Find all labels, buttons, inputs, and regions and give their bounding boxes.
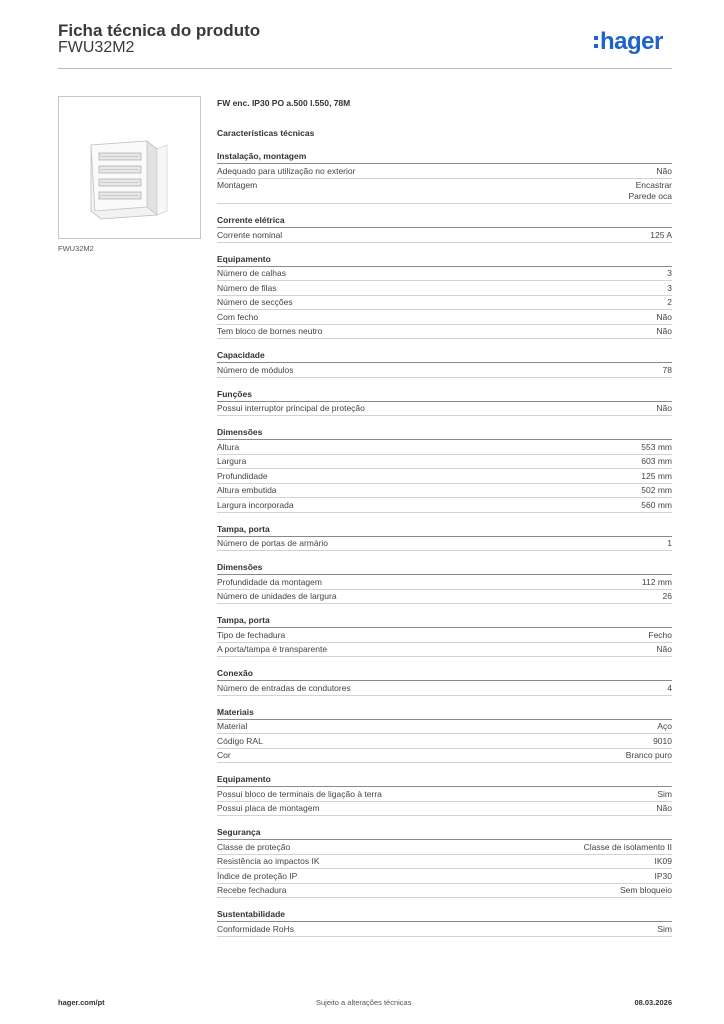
- section-title: Tampa, porta: [217, 523, 672, 537]
- spec-value: [626, 750, 672, 761]
- spec-section: [217, 349, 672, 378]
- footer-notice: Sujeito a alterações técnicas: [316, 998, 412, 1007]
- spec-value: [641, 485, 672, 496]
- spec-value: [641, 456, 672, 467]
- section-title: Segurança: [217, 826, 672, 840]
- section-title: Conexão: [217, 667, 672, 681]
- spec-value-line: Não: [656, 311, 672, 322]
- spec-row: [217, 681, 672, 696]
- spec-row: [217, 363, 672, 378]
- spec-value: [656, 803, 672, 814]
- spec-section: [217, 667, 672, 696]
- product-name: FW enc. IP30 PO a.500 l.550, 78M: [217, 98, 351, 108]
- spec-value: [667, 268, 672, 279]
- spec-value-line: Não: [656, 326, 672, 336]
- product-reference: FWU32M2: [58, 39, 135, 56]
- spec-label: A porta/tampa é transparente: [217, 644, 328, 654]
- spec-row: [217, 643, 672, 658]
- section-title: Instalação, montagem: [217, 150, 672, 164]
- spec-value: [584, 842, 672, 853]
- spec-label: Altura: [217, 441, 240, 452]
- spec-section: [217, 426, 672, 513]
- spec-value-line: Sim: [657, 923, 672, 934]
- spec-row: [217, 922, 672, 937]
- spec-label: Tipo de fechadura: [217, 629, 286, 640]
- spec-label: Altura embutida: [217, 485, 277, 495]
- spec-label: Profundidade: [217, 470, 268, 481]
- logo-text: hager: [600, 28, 663, 55]
- spec-row: [217, 802, 672, 817]
- spec-label: Adequado para utilização no exterior: [217, 165, 356, 176]
- document-title: Ficha técnica do produto: [58, 21, 261, 40]
- spec-label: Cor: [217, 750, 231, 760]
- spec-label: Número de entradas de condutores: [217, 682, 351, 693]
- hager-logo: [594, 28, 663, 56]
- spec-row: [217, 869, 672, 884]
- spec-label: Largura incorporada: [217, 499, 294, 510]
- spec-value-line: 125 A: [650, 229, 672, 240]
- spec-label: Número de secções: [217, 297, 293, 307]
- spec-label: Conformidade RoHs: [217, 923, 295, 934]
- spec-row: [217, 267, 672, 282]
- spec-value: [656, 326, 672, 337]
- spec-value: [667, 683, 672, 694]
- spec-value: [655, 871, 673, 882]
- spec-value-line: Não: [656, 803, 672, 813]
- spec-value: [667, 283, 672, 294]
- spec-section: [217, 773, 672, 816]
- spec-row: [217, 590, 672, 605]
- spec-value: [667, 297, 672, 308]
- spec-value-line: IK09: [654, 856, 672, 866]
- spec-row: [217, 440, 672, 455]
- spec-label: Possui interruptor principal de proteção: [217, 403, 365, 413]
- spec-section: [217, 561, 672, 604]
- spec-value: [641, 471, 672, 482]
- spec-value: [648, 630, 672, 641]
- section-title: Equipamento: [217, 253, 672, 267]
- spec-value: [667, 538, 672, 549]
- spec-value-line: 553 mm: [641, 441, 672, 452]
- spec-row: [217, 855, 672, 870]
- spec-value-line: 2: [667, 297, 672, 307]
- spec-row: [217, 787, 672, 802]
- spec-row: [217, 734, 672, 749]
- spec-row: [217, 575, 672, 590]
- spec-value-line: 78: [662, 364, 672, 375]
- spec-value: [657, 721, 672, 732]
- spec-value: [653, 736, 672, 747]
- spec-label: Número de portas de armário: [217, 538, 329, 548]
- spec-section: [217, 614, 672, 657]
- logo-colon-icon: [594, 36, 598, 48]
- spec-row: [217, 296, 672, 311]
- spec-section: [217, 253, 672, 340]
- section-title: Funções: [217, 388, 672, 402]
- spec-value-line: Parede oca: [628, 191, 672, 201]
- spec-value: [629, 180, 672, 202]
- spec-value: [641, 442, 672, 453]
- spec-label: Classe de proteção: [217, 841, 291, 852]
- footer-date: 08.03.2026: [634, 998, 672, 1007]
- spec-value-line: IP30: [654, 870, 672, 881]
- spec-value-line: Classe de isolamento II: [583, 841, 672, 852]
- spec-section: [217, 388, 672, 417]
- spec-value: [663, 591, 672, 602]
- spec-label: Possui bloco de terminais de ligação à terra: [217, 788, 382, 799]
- spec-label: Código RAL: [217, 735, 263, 746]
- spec-value-line: 1: [667, 538, 672, 548]
- spec-label: Número de módulos: [217, 364, 294, 375]
- spec-value: [656, 312, 672, 323]
- spec-section: [217, 826, 672, 898]
- spec-row: [217, 469, 672, 484]
- spec-row: [217, 402, 672, 417]
- spec-value-line: 3: [667, 282, 672, 293]
- spec-label: Largura: [217, 456, 247, 466]
- spec-value-line: Aço: [657, 721, 672, 731]
- spec-value-line: 4: [667, 682, 672, 693]
- section-title: Equipamento: [217, 773, 672, 787]
- spec-label: Número de unidades de largura: [217, 591, 337, 601]
- spec-value-line: Não: [656, 165, 672, 176]
- spec-row: [217, 628, 672, 643]
- spec-value-line: Não: [656, 403, 672, 413]
- spec-value: [657, 789, 672, 800]
- section-title: Sustentabilidade: [217, 908, 672, 922]
- spec-row: [217, 484, 672, 499]
- footer-website: hager.com/pt: [58, 998, 105, 1007]
- spec-value: [642, 577, 672, 588]
- section-title: Dimensões: [217, 426, 672, 440]
- spec-value: [657, 924, 672, 935]
- spec-value: [656, 166, 672, 177]
- spec-row: [217, 179, 672, 205]
- cabinet-image: [59, 97, 200, 238]
- spec-label: Material: [217, 721, 248, 731]
- spec-label: Corrente nominal: [217, 229, 283, 240]
- spec-label: Com fecho: [217, 311, 259, 322]
- spec-value-line: 26: [662, 591, 672, 601]
- spec-label: Tem bloco de bornes neutro: [217, 326, 323, 336]
- spec-row: [217, 537, 672, 552]
- spec-value: [663, 365, 672, 376]
- section-title: Corrente elétrica: [217, 214, 672, 228]
- spec-row: [217, 455, 672, 470]
- spec-value-line: Sem bloqueio: [620, 885, 672, 895]
- spec-value-line: 125 mm: [641, 470, 672, 481]
- spec-label: Número de calhas: [217, 268, 286, 278]
- spec-row: [217, 310, 672, 325]
- spec-value-line: 3: [667, 268, 672, 278]
- spec-row: [217, 884, 672, 899]
- header-divider: [58, 68, 672, 69]
- characteristics-list: [217, 150, 672, 937]
- spec-section: [217, 150, 672, 204]
- spec-row: [217, 228, 672, 243]
- spec-value: [655, 856, 673, 867]
- spec-value-line: Encastrar: [635, 180, 672, 190]
- spec-label: Número de filas: [217, 282, 277, 293]
- spec-label: Possui placa de montagem: [217, 803, 320, 813]
- spec-value-line: 560 mm: [641, 499, 672, 510]
- characteristics-title: Características técnicas: [217, 128, 315, 138]
- spec-row: [217, 164, 672, 179]
- product-image-caption: FWU32M2: [58, 244, 94, 253]
- spec-section: [217, 214, 672, 243]
- section-title: Materiais: [217, 706, 672, 720]
- spec-label: Montagem: [217, 180, 258, 190]
- spec-label: Resistência ao impactos IK: [217, 856, 320, 866]
- spec-value-line: Branco puro: [625, 750, 672, 760]
- spec-row: [217, 281, 672, 296]
- spec-value: [656, 644, 672, 655]
- spec-value-line: 603 mm: [641, 456, 672, 466]
- spec-row: [217, 325, 672, 340]
- spec-label: Recebe fechadura: [217, 885, 287, 895]
- section-title: Capacidade: [217, 349, 672, 363]
- spec-section: [217, 908, 672, 937]
- spec-value: [656, 403, 672, 414]
- section-title: Tampa, porta: [217, 614, 672, 628]
- spec-row: [217, 840, 672, 855]
- spec-value-line: 9010: [653, 735, 672, 746]
- spec-value-line: Não: [656, 644, 672, 654]
- spec-value: [620, 885, 672, 896]
- spec-value-line: 112 mm: [641, 576, 672, 587]
- spec-value-line: Sim: [657, 788, 672, 799]
- spec-row: [217, 498, 672, 513]
- section-title: Dimensões: [217, 561, 672, 575]
- spec-section: [217, 523, 672, 552]
- spec-value: [641, 500, 672, 511]
- spec-label: Índice de proteção IP: [217, 870, 298, 881]
- spec-row: [217, 749, 672, 764]
- spec-row: [217, 720, 672, 735]
- spec-label: Profundidade da montagem: [217, 576, 322, 587]
- spec-value-line: Fecho: [648, 629, 672, 640]
- spec-value: [650, 230, 672, 241]
- spec-section: [217, 706, 672, 764]
- technical-sheet: [217, 96, 672, 937]
- spec-value-line: 502 mm: [641, 485, 672, 495]
- product-image-frame: [58, 96, 201, 239]
